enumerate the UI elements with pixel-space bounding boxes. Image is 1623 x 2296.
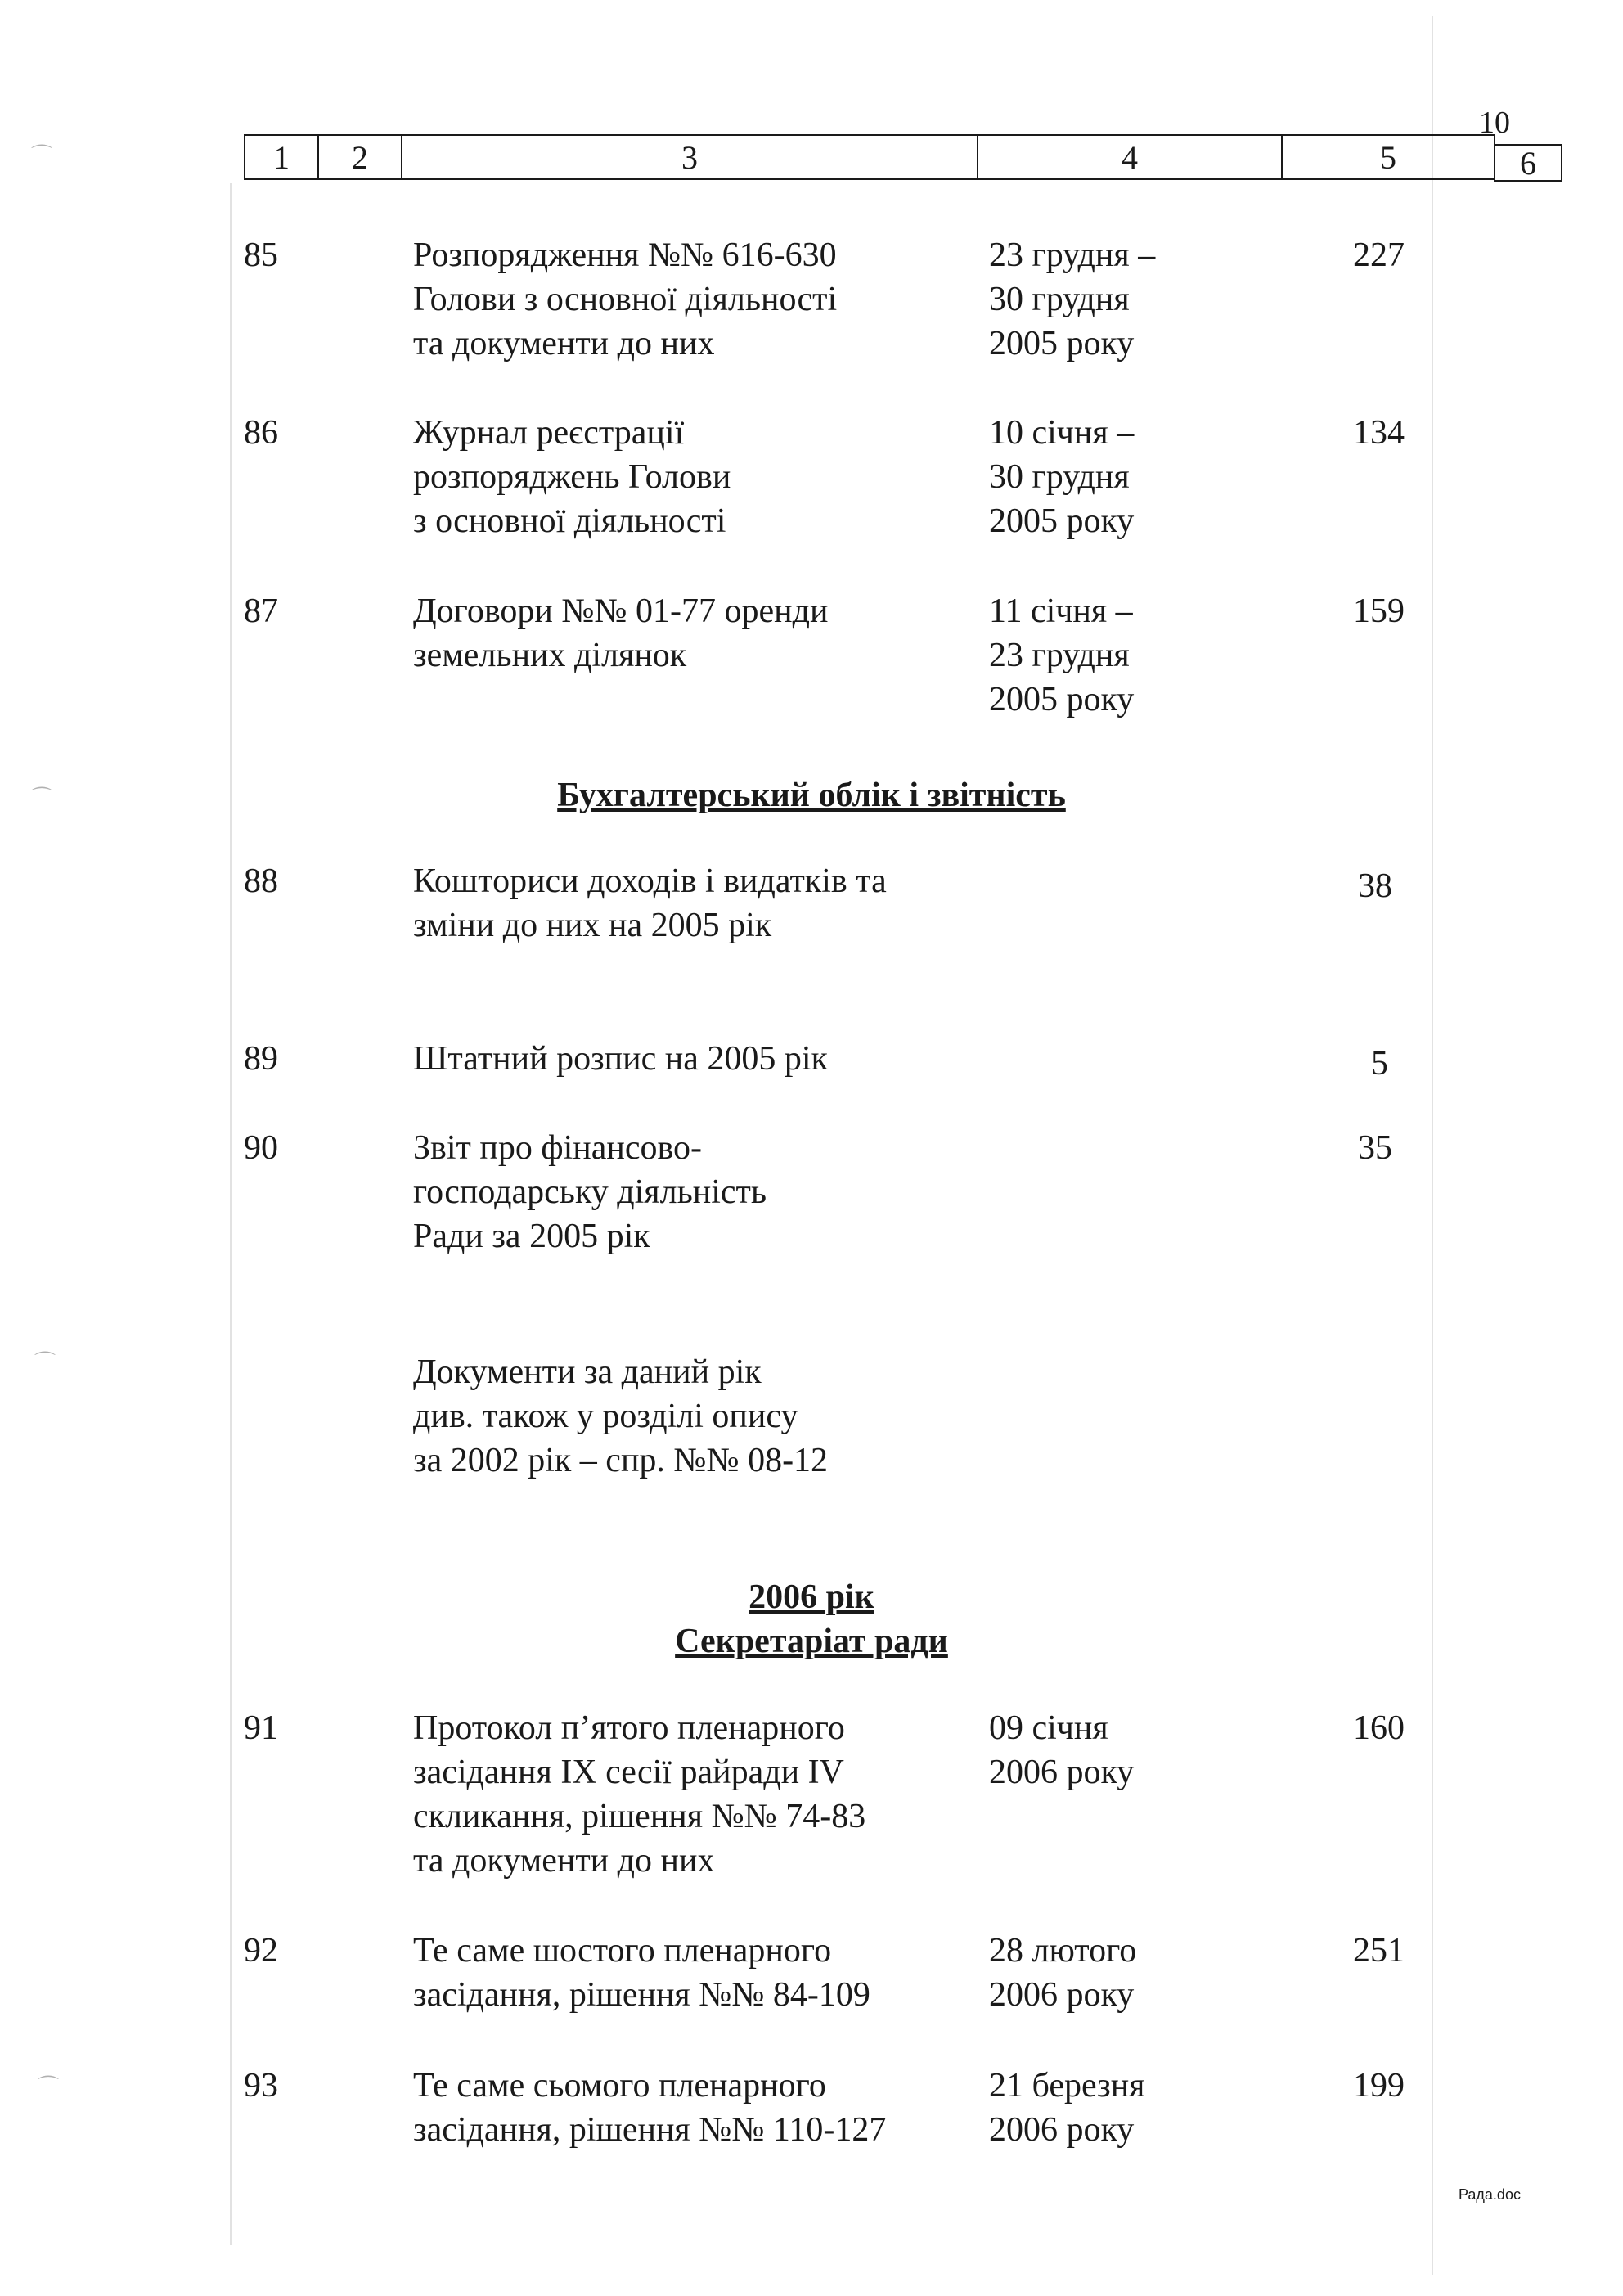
record-number: 85 (244, 236, 278, 274)
record-number: 88 (244, 862, 278, 900)
record-sheet-count: 159 (1353, 592, 1405, 630)
record-title: Протокол п’ятого пленарного засідання IX сесії райради IV скликання, рішення №№ 74-83 та документи до них (413, 1709, 866, 1880)
column-header: 4 (977, 134, 1283, 180)
section-heading-accounting: Бухгалтерський облік і звітність (557, 777, 1066, 814)
record-sheet-count: 38 (1358, 867, 1392, 905)
record-sheet-count: 251 (1353, 1932, 1405, 1970)
column-header: 1 (244, 134, 319, 180)
column-header-row (244, 134, 1562, 183)
record-dates: 10 січня – 30 грудня 2005 року (989, 414, 1135, 540)
record-title: Звіт про фінансово- господарську діяльність Ради за 2005 рік (413, 1129, 767, 1255)
record-number: 93 (244, 2067, 278, 2105)
scan-line-right (1432, 16, 1433, 2275)
cross-reference-note: Документи за даний рік див. також у розділі опису за 2002 рік – спр. №№ 08-12 (413, 1353, 829, 1479)
record-dates: 28 лютого 2006 року (989, 1932, 1137, 2014)
record-number: 92 (244, 1932, 278, 1970)
record-sheet-count: 35 (1358, 1129, 1392, 1167)
record-title: Журнал реєстрації розпоряджень Голови з основної діяльності (413, 414, 731, 540)
column-header: 6 (1494, 144, 1562, 182)
column-header: 2 (317, 134, 402, 180)
record-number: 91 (244, 1709, 278, 1747)
page-number: 10 (1479, 106, 1510, 140)
record-dates: 11 січня – 23 грудня 2005 року (989, 592, 1135, 718)
record-dates: 23 грудня – 30 грудня 2005 року (989, 236, 1156, 362)
record-number: 87 (244, 592, 278, 630)
record-title: Те саме сьомого пленарного засідання, рішення №№ 110-127 (413, 2067, 887, 2149)
record-title: Розпорядження №№ 616-630 Голови з основної діяльності та документи до них (413, 236, 838, 362)
scan-speck: ⌒ (31, 786, 53, 810)
record-dates: 21 березня 2006 року (989, 2067, 1145, 2149)
scan-speck: ⌒ (38, 2075, 60, 2099)
record-title: Те саме шостого пленарного засідання, рішення №№ 84-109 (413, 1932, 870, 2014)
year-heading: 2006 рік (749, 1578, 874, 1616)
record-dates: 09 січня 2006 року (989, 1709, 1135, 1791)
record-sheet-count: 5 (1371, 1045, 1388, 1083)
record-sheet-count: 160 (1353, 1709, 1405, 1747)
scan-speck: ⌒ (34, 1351, 56, 1375)
record-sheet-count: 134 (1353, 414, 1405, 452)
record-number: 86 (244, 414, 278, 452)
footer-file-name: Рада.doc (1459, 2186, 1521, 2203)
record-title: Штатний розпис на 2005 рік (413, 1040, 828, 1078)
scan-line-margin (230, 183, 232, 2245)
column-header: 5 (1281, 134, 1495, 180)
scan-speck: ⌒ (31, 144, 53, 168)
record-title: Договори №№ 01-77 оренди земельних ділянок (413, 592, 829, 674)
record-number: 90 (244, 1129, 278, 1167)
record-title: Кошториси доходів і видатків та зміни до них на 2005 рік (413, 862, 887, 944)
column-header: 3 (401, 134, 978, 180)
record-number: 89 (244, 1040, 278, 1078)
section-heading-secretariat: Секретаріат ради (675, 1623, 948, 1660)
record-sheet-count: 199 (1353, 2067, 1405, 2105)
record-sheet-count: 227 (1353, 236, 1405, 274)
